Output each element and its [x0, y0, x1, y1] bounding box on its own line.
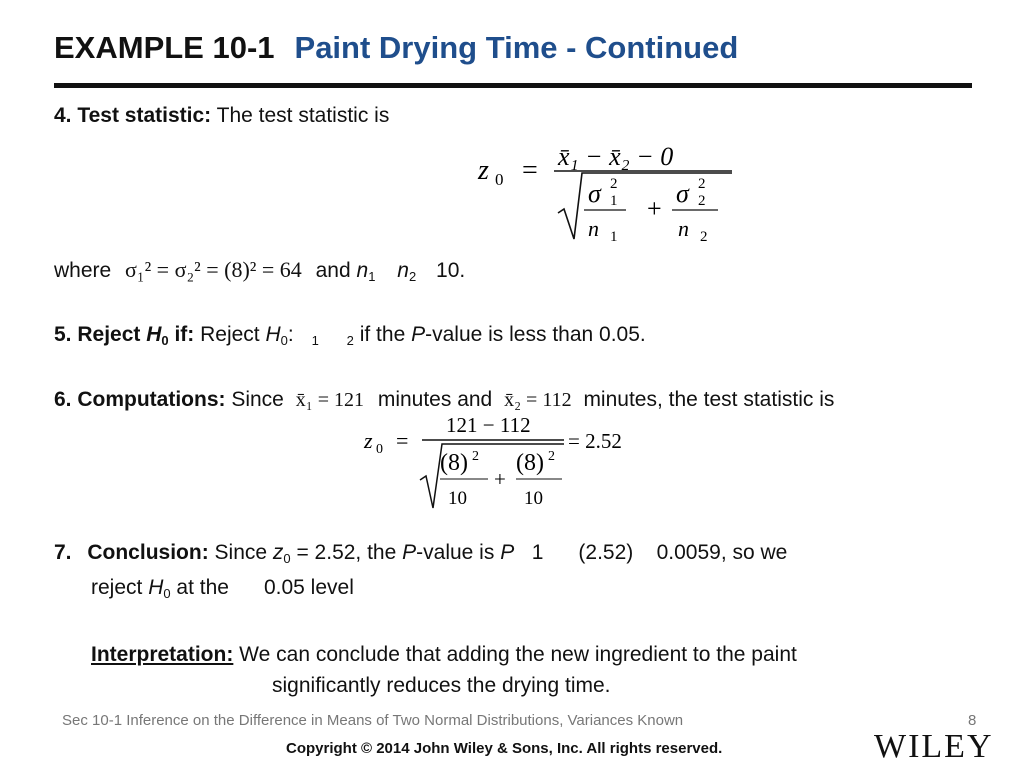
step5-mu2-sub: 2 — [346, 333, 354, 348]
step7-text-b: -value is — [416, 541, 501, 564]
step7-line2 — [91, 576, 354, 601]
step5-colon: : — [287, 323, 294, 346]
calc-z-sub: 0 — [376, 442, 383, 457]
formula-z: z — [478, 155, 489, 186]
calc-eight-1: (8) — [440, 450, 468, 476]
interpretation-label: Interpretation: — [91, 643, 234, 666]
n1-sub: 1 — [368, 269, 376, 284]
calc-eight-2: (8) — [516, 450, 544, 476]
where-line — [54, 257, 465, 284]
svg-text:2: 2 — [698, 176, 706, 192]
interpretation-text-1: We can conclude that adding the new ingredient to the paint — [233, 643, 797, 666]
step5-line — [54, 323, 646, 348]
formula-sigma1: σ — [588, 179, 601, 208]
wiley-logo: WILEY — [874, 728, 994, 765]
step7-z-sub: 0 — [283, 551, 291, 566]
page-number: 8 — [968, 712, 977, 729]
svg-text:1: 1 — [610, 193, 618, 209]
step7-line2-a: reject — [91, 576, 149, 599]
interpretation-text-2: significantly reduces the drying time. — [272, 674, 611, 697]
step5-h2: H — [265, 323, 281, 346]
step7-since: Since — [208, 541, 273, 564]
calc-result: = 2.52 — [568, 429, 622, 453]
n1-symbol: n — [356, 259, 369, 282]
step5-mu1-sub: 1 — [311, 333, 319, 348]
svg-text:2: 2 — [698, 193, 706, 209]
slide-title — [54, 30, 738, 66]
where-word: where — [54, 259, 112, 282]
svg-text:1: 1 — [610, 229, 618, 245]
step5-text-b: if the — [353, 323, 412, 346]
example-subtitle: Paint Drying Time - Continued — [294, 30, 739, 65]
svg-text:+: + — [647, 194, 662, 223]
calc-numerator: 121 − 112 — [446, 413, 531, 437]
formula-n1: n — [588, 216, 599, 241]
formula-sigma2: σ — [676, 179, 689, 208]
step4-text: The test statistic is — [211, 104, 390, 127]
step7-h-sub: 0 — [163, 586, 171, 601]
formula-n2: n — [678, 216, 689, 241]
step4-line — [54, 104, 389, 128]
svg-text:2: 2 — [610, 176, 618, 192]
svg-text:+: + — [494, 467, 506, 491]
variance-expression: σ₁² = σ₂² = (8)² = 64 — [125, 257, 302, 282]
svg-text:2: 2 — [548, 449, 555, 464]
svg-text:2: 2 — [700, 229, 708, 245]
step6-since: Since — [225, 388, 284, 411]
computation-formula — [360, 410, 660, 515]
copyright-notice: Copyright © 2014 John Wiley & Sons, Inc. All rights reserved. — [286, 740, 723, 757]
interpretation-line1 — [91, 643, 797, 667]
x2-mean-expression: x̄₂ = 112 — [504, 389, 572, 411]
minutes-and-text: minutes and — [377, 388, 493, 411]
step7-p: P — [402, 541, 417, 564]
step5-h2-sub: 0 — [280, 333, 288, 348]
x1-mean-expression: x̄₁ = 121 — [295, 389, 364, 411]
step7-label: Conclusion: — [87, 541, 209, 564]
formula-numerator: x̄₁ − x̄₂ − 0 — [558, 142, 674, 171]
calc-ten-2: 10 — [524, 488, 543, 509]
step5-text-a: Reject — [194, 323, 266, 346]
step5-text-c: -value is less than 0.05. — [425, 323, 646, 346]
calc-ten-1: 10 — [448, 488, 467, 509]
example-number: EXAMPLE 10-1 — [54, 30, 275, 65]
interpretation-line2 — [272, 674, 611, 698]
step7-text-a: = 2.52, the — [290, 541, 403, 564]
footer-section: Sec 10-1 Inference on the Difference in Means of Two Normal Distributions, Variances Known — [62, 712, 684, 729]
step6-rest: minutes, the test statistic is — [583, 388, 835, 411]
step7-line1 — [54, 541, 787, 566]
step7-line2-b: at the 0.05 level — [170, 576, 354, 599]
step7-z: z — [272, 541, 284, 564]
step4-label: 4. Test statistic: — [54, 104, 212, 127]
step5-h: H — [146, 323, 162, 346]
svg-text:=: = — [522, 155, 538, 186]
step5-label: 5. Reject — [54, 323, 147, 346]
n2-symbol: n — [397, 259, 409, 282]
test-statistic-formula — [470, 135, 745, 250]
step7-p2: P — [500, 541, 515, 564]
step6-label: 6. Computations: — [54, 388, 226, 411]
step5-p: P — [411, 323, 426, 346]
and-word: and — [315, 259, 351, 282]
step7-text-c: 1 (2.52) 0.0059, so we — [514, 541, 788, 564]
n2-sub: 2 — [408, 269, 417, 284]
formula-z-sub: 0 — [495, 170, 504, 189]
step7-h: H — [148, 576, 164, 599]
title-divider — [54, 83, 972, 88]
sample-size-value: 10. — [436, 259, 466, 282]
step5-h-sub: 0 — [161, 333, 169, 348]
calc-z: z — [364, 428, 373, 453]
step6-line — [54, 388, 834, 412]
svg-text:2: 2 — [472, 449, 479, 464]
step7-number: 7. — [54, 541, 72, 564]
step5-label-end: if: — [168, 323, 195, 346]
svg-text:=: = — [396, 428, 409, 453]
